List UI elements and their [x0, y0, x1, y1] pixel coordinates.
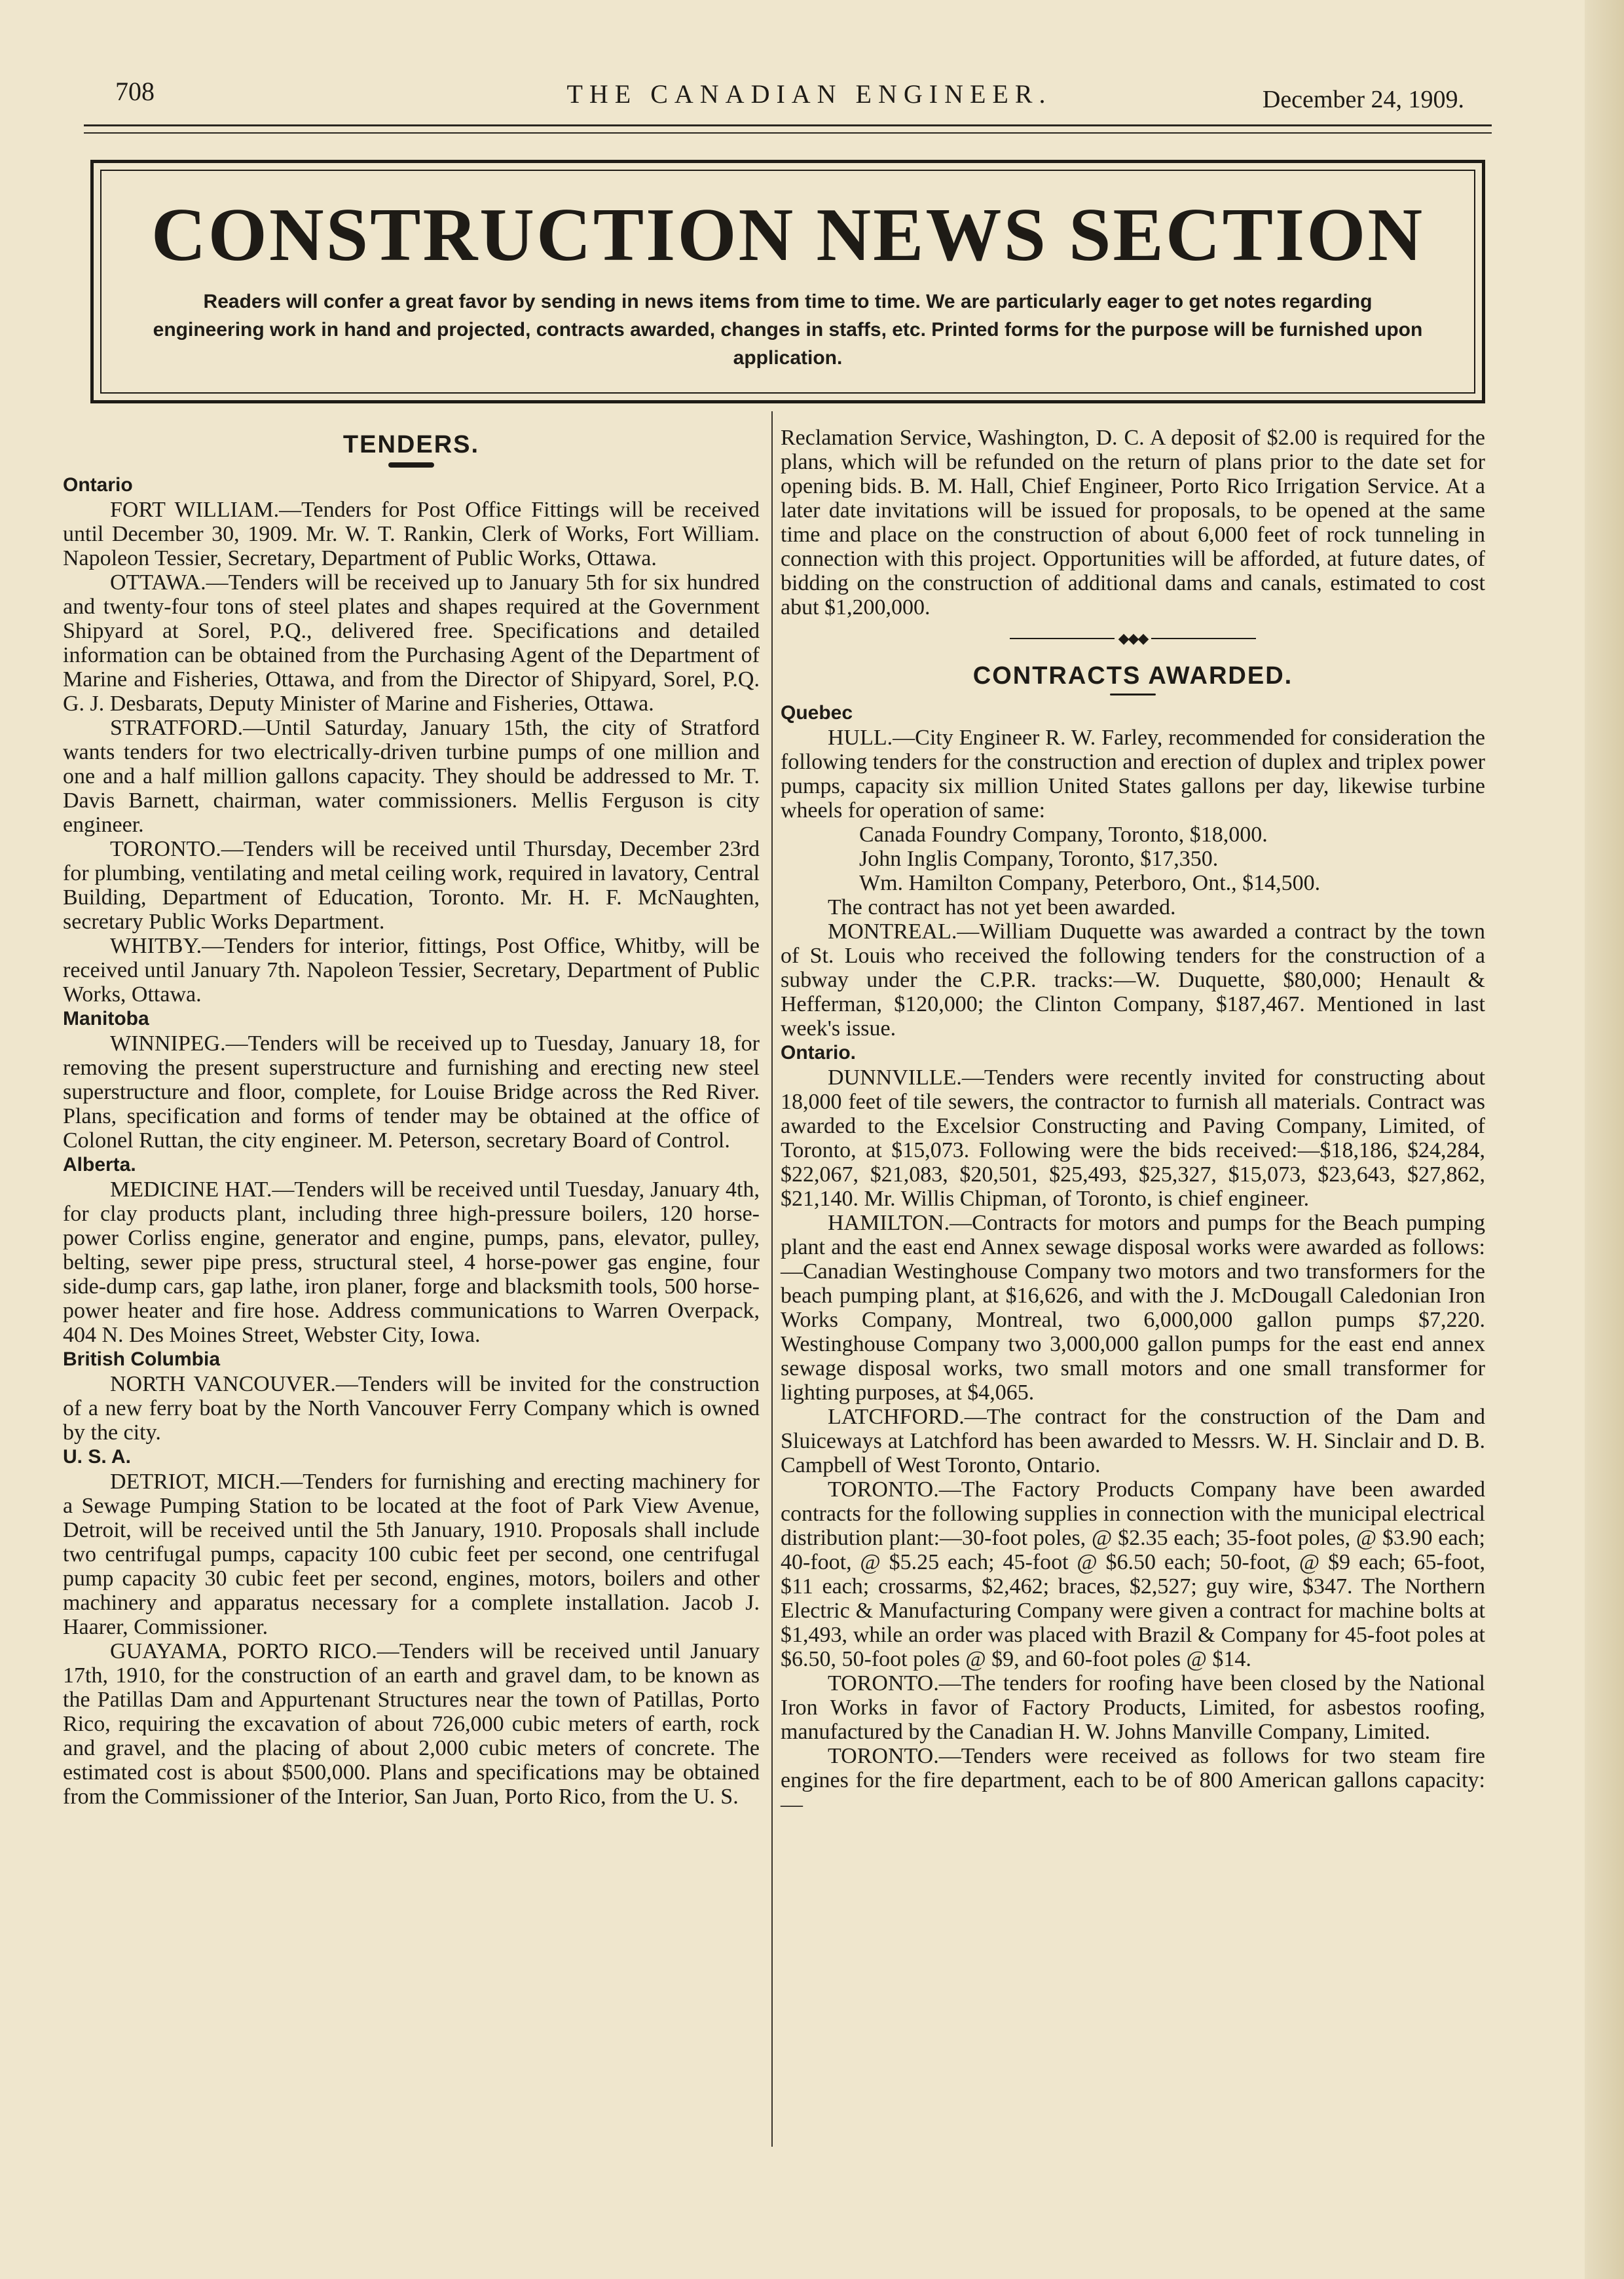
- contract-item: TORONTO.—Tenders were received as follows for two steam fire engines for the fire department, each to be of 800 American gallons capacity:—: [781, 1744, 1485, 1817]
- contract-item: HULL.—City Engineer R. W. Farley, recommended for consideration the following tenders for the construction and erection of duplex and triplex power pumps, capacity six million United States gallons per day, likewise turbine wheels for operation of same:: [781, 726, 1485, 823]
- tenders-heading: TENDERS.: [342, 431, 480, 458]
- region-manitoba: Manitoba: [63, 1008, 149, 1029]
- tender-item: WINNIPEG.—Tenders will be received up to Tuesday, January 18, for removing the present superstructure and furnishing and erecting new steel superstructure and floor, complete, for Louise Bridge across the Red River. Plans, specification and forms of tender may be obtained at the office of Colonel Ruttan, the city engineer. M. Peterson, secretary Board of Control.: [63, 1031, 760, 1153]
- section-ornament: [781, 626, 1485, 650]
- tender-item: DETRIOT, MICH.—Tenders for furnishing and erecting machinery for a Sewage Pumping Station to be located at the foot of Park View Avenue, Detroit, will be received until the 5th January, 1910. Proposals shall include two centrifugal pumps, capacity 100 cubic feet per second, one centrifugal pump capacity 30 cubic feet per second, engines, motors, boilers and other machinery and apparatus necessary for a complete installation. Jacob J. Haarer, Commissioner.: [63, 1470, 760, 1639]
- heading-dash: [388, 462, 434, 468]
- tender-item: MEDICINE HAT.—Tenders will be received until Tuesday, January 4th, for clay products plant, including three high-pressure boilers, 120 horse-power Corliss engine, generator and engine, pumps, pans, elevator, pulley, belting, sewer pipe press, structural steel, 4 horse-power gas engine, four side-dump cars, gap lathe, iron planer, forge and blacksmith tools, 500 horse-power heater and fire hose. Address communications to Warren Overpack, 404 N. Des Moines Street, Webster City, Iowa.: [63, 1177, 760, 1347]
- tender-item: GUAYAMA, PORTO RICO.—Tenders will be received until January 17th, 1910, for the construction of an earth and gravel dam, to be known as the Patillas Dam and Appurtenant Structures near the town of Patillas, Porto Rico, requiring the excavation of about 726,000 cubic meters of earth, rock and gravel, and the placing of about 2,000 cubic meters of concrete. The estimated cost is about $500,000. Plans and specifications may be obtained from the Commissioner of the Interior, San Juan, Porto Rico, from the U. S.: [63, 1639, 760, 1809]
- tender-item: WHITBY.—Tenders for interior, fittings, Post Office, Whitby, will be received until January 7th. Napoleon Tessier, Secretary, Department of Public Works, Ottawa.: [63, 934, 760, 1007]
- contract-item: HAMILTON.—Contracts for motors and pumps for the Beach pumping plant and the east end Annex sewage disposal works were awarded as follows:—Canadian Westinghouse Company two motors and two transformers for the beach pumping plant, at $16,626, and with the J. McDougall Caledonian Iron Works Company, Montreal, two 6,000,000 gallon pumps $7,220. Westinghouse Company two 3,000,000 gallon pumps for the east end annex sewage disposal works, two small motors and one small transformer for lighting purposes, at $4,065.: [781, 1211, 1485, 1405]
- ornament-line: [1151, 638, 1256, 639]
- bid-list-item: Wm. Hamilton Company, Peterboro, Ont., $14,500.: [859, 871, 1321, 895]
- contract-item: MONTREAL.—William Duquette was awarded a contract by the town of St. Louis who received the following tenders for the construction of a subway under the C.P.R. tracks:—W. Duquette, $80,000; Henault & Hefferman, $120,000; the Clinton Company, $187,467. Mentioned in last week's issue.: [781, 919, 1485, 1041]
- page-number: 708: [115, 77, 155, 106]
- contract-item: DUNNVILLE.—Tenders were recently invited for constructing about 18,000 feet of tile sewers, the contractor to furnish all materials. Contract was awarded to the Excelsior Constructing and Paving Company, Limited, of Toronto, at $15,073. Following were the bids received:—$18,186, $24,284, $22,067, $21,083, $20,501, $25,493, $25,327, $15,073, $23,643, $27,862, $21,140. Mr. Willis Chipman, of Toronto, is chief engineer.: [781, 1065, 1485, 1211]
- contract-note: The contract has not yet been awarded.: [828, 895, 1176, 919]
- contract-item: LATCHFORD.—The contract for the construction of the Dam and Sluiceways at Latchford has been awarded to Messrs. W. H. Sinclair and D. B. Campbell of West Toronto, Ontario.: [781, 1405, 1485, 1477]
- tender-item: STRATFORD.—Until Saturday, January 15th, the city of Stratford wants tenders for two electrically-driven turbine pumps of one million and one and a half million gallons capacity. They should be addressed to Mr. T. Davis Barnett, chairman, water commissioners. Mellis Ferguson is city engineer.: [63, 716, 760, 837]
- tender-item: TORONTO.—Tenders will be received until Thursday, December 23rd for plumbing, ventilating and metal ceiling work, required in lavatory, Central Building, Department of Education, Toronto. Mr. H. F. McNaughten, secretary Public Works Department.: [63, 837, 760, 934]
- right-column: [781, 426, 1485, 1817]
- header-rule: [84, 124, 1492, 126]
- tender-item: FORT WILLIAM.—Tenders for Post Office Fittings will be received until December 30, 1909. Mr. W. T. Rankin, Clerk of Works, Fort William. Napoleon Tessier, Secretary, Department of Public Works, Ottawa.: [63, 498, 760, 570]
- contract-item: TORONTO.—The tenders for roofing have been closed by the National Iron Works in favor of Factory Products, Limited, for asbestos roofing, manufactured by the Canadian H. W. Johns Manville Company, Limited.: [781, 1671, 1485, 1744]
- tender-continuation: Reclamation Service, Washington, D. C. A deposit of $2.00 is required for the plans, which will be refunded on the return of plans prior to the date set for opening bids. B. M. Hall, Chief Engineer, Porto Rico Irrigation Service. At a later date invitations will be issued for proposals, to be opened at the same time and place on the construction of about 6,000 feet of rock tunneling in connection with this project. Opportunities will be afforded, at future dates, of bidding on the construction of additional dams and canals, estimated to cost abut $1,200,000.: [781, 426, 1485, 620]
- contract-item: TORONTO.—The Factory Products Company have been awarded contracts for the following supplies in connection with the municipal electrical distribution plant:—30-foot poles, @ $2.35 each; 35-foot poles, @ $3.90 each; 40-foot, @ $5.25 each; 45-foot @ $6.50 each; 50-foot, @ $9 each; 65-foot, $11 each; crossarms, $2,462; braces, $2,527; guy wire, $347. The Northern Electric & Manufacturing Company were given a contract for machine bolts at $1,493, while an order was placed with Brazil & Company for 45-foot poles at $6.50, 50-foot poles @ $9, and 60-foot poles @ $14.: [781, 1477, 1485, 1671]
- bid-list-item: John Inglis Company, Toronto, $17,350.: [859, 847, 1219, 871]
- region-quebec: Quebec: [781, 702, 853, 724]
- bid-list-item: Canada Foundry Company, Toronto, $18,000.: [859, 823, 1268, 847]
- header-rule-secondary: [84, 132, 1492, 134]
- contracts-heading: CONTRACTS AWARDED.: [972, 662, 1293, 690]
- section-banner: [90, 160, 1485, 403]
- region-ontario: Ontario.: [781, 1042, 857, 1064]
- banner-text: Readers will confer a great favor by sending in news items from time to time. We are particularly eager to get notes regarding engineering work in hand and projected, contracts awarded, changes in staffs, etc. Printed forms for the purpose will be furnished upon application.: [153, 291, 1423, 369]
- tender-item: OTTAWA.—Tenders will be received up to January 5th for six hundred and twenty-four tons of steel plates and shapes required at the Government Shipyard at Sorel, P.Q., delivered free. Specifications and detailed information can be obtained from the Purchasing Agent of the Department of Marine and Fisheries, Ottawa, and from the Director of Shipyard, Sorel, P.Q. G. J. Desbarats, Deputy Minister of Marine and Fisheries, Ottawa.: [63, 570, 760, 716]
- running-head: [115, 73, 1464, 119]
- left-column: [63, 426, 760, 1809]
- region-usa: U. S. A.: [63, 1446, 131, 1468]
- journal-title: THE CANADIAN ENGINEER.: [566, 79, 1052, 109]
- page-edge: [1585, 0, 1624, 2279]
- issue-date: December 24, 1909.: [1262, 86, 1464, 113]
- tender-item: NORTH VANCOUVER.—Tenders will be invited for the construction of a new ferry boat by the North Vancouver Ferry Company which is owned by the city.: [63, 1372, 760, 1445]
- banner-title: CONSTRUCTION NEWS SECTION: [151, 193, 1425, 277]
- ornament-line: [1010, 638, 1115, 639]
- ornament-diamond-icon: ◆◆◆: [1118, 630, 1148, 646]
- column-divider: [771, 411, 773, 2147]
- region-ontario: Ontario: [63, 474, 133, 496]
- heading-dash: [1110, 694, 1156, 695]
- region-alberta: Alberta.: [63, 1154, 136, 1176]
- region-british-columbia: British Columbia: [63, 1348, 221, 1370]
